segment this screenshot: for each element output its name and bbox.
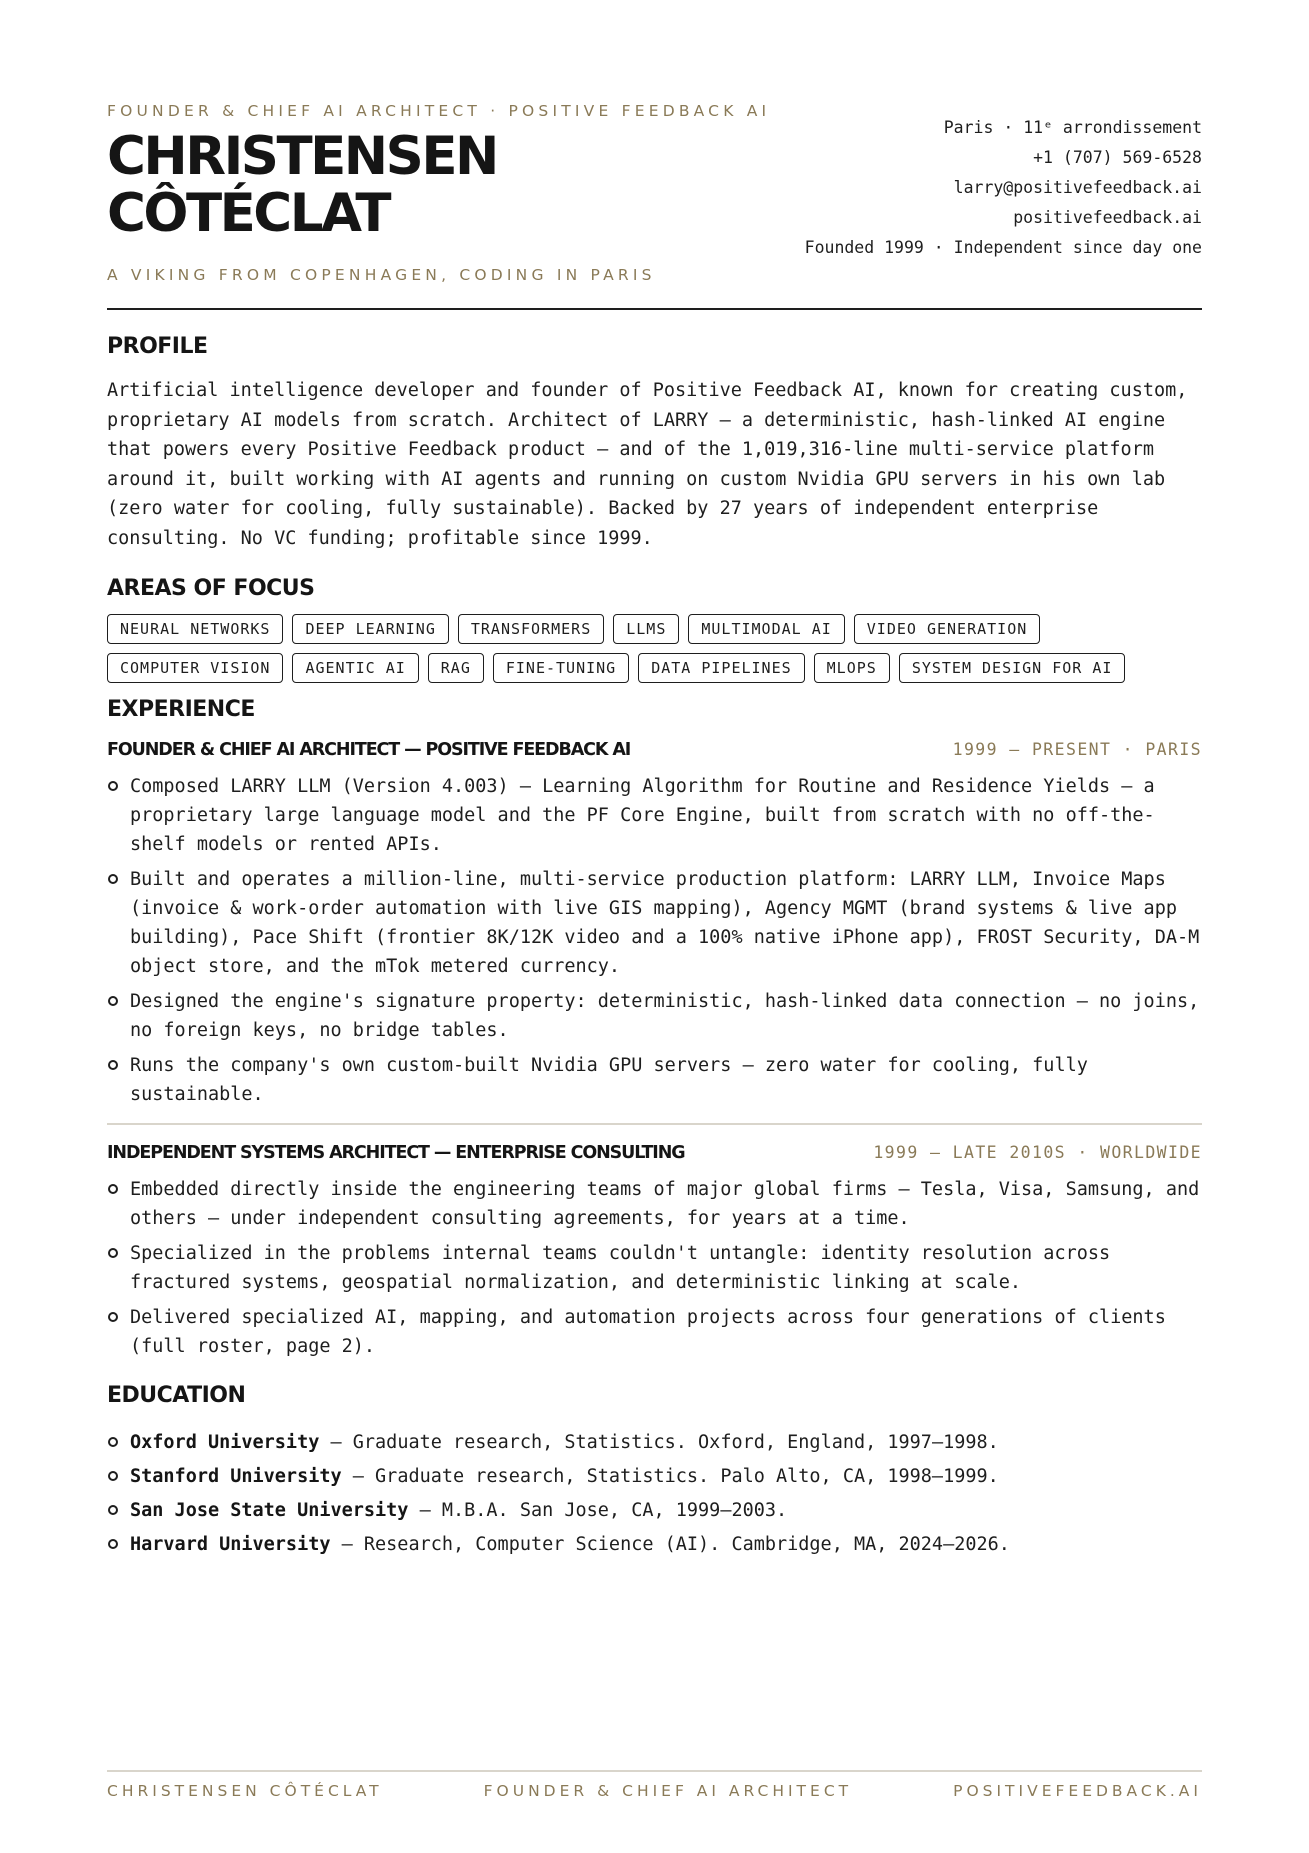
education-detail: — M.B.A. San Jose, CA, 1999–2003. [408, 1500, 788, 1521]
contact-founded: Founded 1999 · Independent since day one [804, 238, 1202, 257]
header-tagline: A VIKING FROM COPENHAGEN, CODING IN PARIS [107, 266, 656, 284]
footer-website[interactable]: POSITIVEFEEDBACK.AI [953, 1782, 1202, 1800]
focus-chip: LLMS [613, 614, 679, 644]
job-entry [107, 1143, 1202, 1361]
bullet-item [107, 772, 1202, 859]
bullet-circle-icon [108, 1471, 118, 1481]
job-dates-location: 1999 — LATE 2010S · WORLDWIDE [873, 1143, 1202, 1162]
contact-phone[interactable]: +1 (707) 569-6528 [1033, 148, 1202, 167]
bullet-circle-icon [108, 1248, 118, 1258]
profile-text: Artificial intelligence developer and founder of Positive Feedback AI, known for creating custom, proprietary AI models from scratch. Architect of LARRY — a deterministic, hash-linked AI engine that powers every Positive Feedback product — and of the 1,019,316-line multi-service platform around it, built working with AI agents and running on custom Nvidia GPU servers in his own lab (zero water for cooling, fully sustainable). Backed by 27 years of independent enterprise consulting. No VC funding; profitable since 1999. [107, 380, 1188, 549]
focus-chip: RAG [428, 653, 484, 683]
focus-heading: AREAS OF FOCUS [107, 576, 315, 601]
education-item [107, 1462, 1202, 1491]
bullet-circle-icon [108, 1184, 118, 1194]
footer-name: CHRISTENSEN CÔTÉCLAT [107, 1782, 383, 1800]
education-school: Stanford University [130, 1466, 342, 1487]
candidate-name-line1: CHRISTENSEN [107, 126, 497, 187]
header-kicker: FOUNDER & CHIEF AI ARCHITECT · POSITIVE FEEDBACK AI [107, 102, 771, 120]
bullet-circle-icon [108, 996, 118, 1006]
bullet-item [107, 1175, 1202, 1233]
education-item [107, 1428, 1202, 1457]
job-divider [107, 1123, 1202, 1125]
education-heading: EDUCATION [107, 1383, 246, 1408]
bullet-item [107, 865, 1202, 981]
candidate-name-line2: CÔTÉCLAT [107, 183, 390, 244]
bullet-item [107, 987, 1202, 1045]
education-detail: — Graduate research, Statistics. Palo Alto, CA, 1998–1999. [341, 1466, 999, 1487]
bullet-circle-icon [108, 1060, 118, 1070]
education-list [107, 1428, 1202, 1559]
bullet-text: Delivered specialized AI, mapping, and automation projects across four generations of clients (full roster, page 2). [130, 1307, 1166, 1357]
job-dates-location: 1999 — PRESENT · PARIS [952, 740, 1202, 759]
contact-block [805, 113, 1202, 263]
education-school: Oxford University [130, 1432, 320, 1453]
bullet-item [107, 1051, 1202, 1109]
focus-chip-row-2 [107, 653, 1202, 683]
education-item [107, 1496, 1202, 1525]
bullet-circle-icon [108, 1437, 118, 1447]
job-entry [107, 740, 1202, 1109]
bullet-text: Designed the engine's signature property: deterministic, hash-linked data connection — no joins, no foreign keys, no bridge tables. [130, 991, 1200, 1041]
education-school: Harvard University [130, 1534, 331, 1555]
experience-heading: EXPERIENCE [107, 697, 255, 722]
job-bullets [107, 1175, 1202, 1361]
bullet-circle-icon [108, 1505, 118, 1515]
contact-website[interactable]: positivefeedback.ai [1013, 208, 1202, 227]
focus-chip-row-1 [107, 614, 1202, 644]
education-detail: — Research, Computer Science (AI). Cambridge, MA, 2024–2026. [330, 1534, 1010, 1555]
bullet-text: Runs the company's own custom-built Nvidia GPU servers — zero water for cooling, fully sustainable. [130, 1055, 1088, 1105]
bullet-circle-icon [108, 1539, 118, 1549]
bullet-circle-icon [108, 874, 118, 884]
bullet-text: Embedded directly inside the engineering teams of major global firms — Tesla, Visa, Samsung, and others — under independent consulting agreements, for years at a time. [130, 1179, 1200, 1229]
profile-heading: PROFILE [107, 334, 208, 359]
education-item [107, 1530, 1202, 1559]
job-bullets [107, 772, 1202, 1109]
candidate-name [107, 128, 497, 242]
focus-chip: DATA PIPELINES [638, 653, 804, 683]
page-footer [107, 1770, 1202, 1800]
job-title: FOUNDER & CHIEF AI ARCHITECT — POSITIVE FEEDBACK AI [107, 740, 631, 760]
focus-chips [107, 614, 1202, 683]
focus-chip: COMPUTER VISION [107, 653, 283, 683]
resume-header [107, 0, 1202, 310]
contact-location: Paris · 11ᵉ arrondissement [943, 118, 1202, 137]
footer-role: FOUNDER & CHIEF AI ARCHITECT [483, 1782, 853, 1800]
education-detail: — Graduate research, Statistics. Oxford, England, 1997–1998. [319, 1432, 999, 1453]
education-school: San Jose State University [130, 1500, 409, 1521]
bullet-circle-icon [108, 781, 118, 791]
focus-chip: AGENTIC AI [292, 653, 418, 683]
bullet-item [107, 1239, 1202, 1297]
focus-chip: DEEP LEARNING [292, 614, 448, 644]
contact-email[interactable]: larry@positivefeedback.ai [953, 178, 1202, 197]
job-header [107, 740, 1202, 760]
focus-chip: TRANSFORMERS [458, 614, 604, 644]
job-header [107, 1143, 1202, 1163]
focus-chip: MULTIMODAL AI [688, 614, 844, 644]
focus-chip: VIDEO GENERATION [854, 614, 1041, 644]
bullet-text: Specialized in the problems internal teams couldn't untangle: identity resolution across fractured systems, geospatial normalization, and deterministic linking at scale. [130, 1243, 1111, 1293]
bullet-text: Built and operates a million-line, multi-service production platform: LARRY LLM, Invoice Maps (invoice & work-order automation with live GIS mapping), Agency MGMT (brand systems & live app building), Pace Shift (frontier 8K/12K video and a 100% native iPhone app), FROST Security, DA-M object store, and the mTok metered currency. [130, 869, 1200, 977]
bullet-circle-icon [108, 1312, 118, 1322]
bullet-text: Composed LARRY LLM (Version 4.003) — Learning Algorithm for Routine and Residence Yields — a proprietary large language model and the PF Core Engine, built from scratch with no off-the-shelf models or rented APIs. [130, 776, 1155, 855]
focus-chip: MLOPS [814, 653, 890, 683]
bullet-item [107, 1303, 1202, 1361]
job-title: INDEPENDENT SYSTEMS ARCHITECT — ENTERPRISE CONSULTING [107, 1143, 685, 1163]
focus-chip: SYSTEM DESIGN FOR AI [899, 653, 1126, 683]
focus-chip: FINE-TUNING [493, 653, 629, 683]
focus-chip: NEURAL NETWORKS [107, 614, 283, 644]
